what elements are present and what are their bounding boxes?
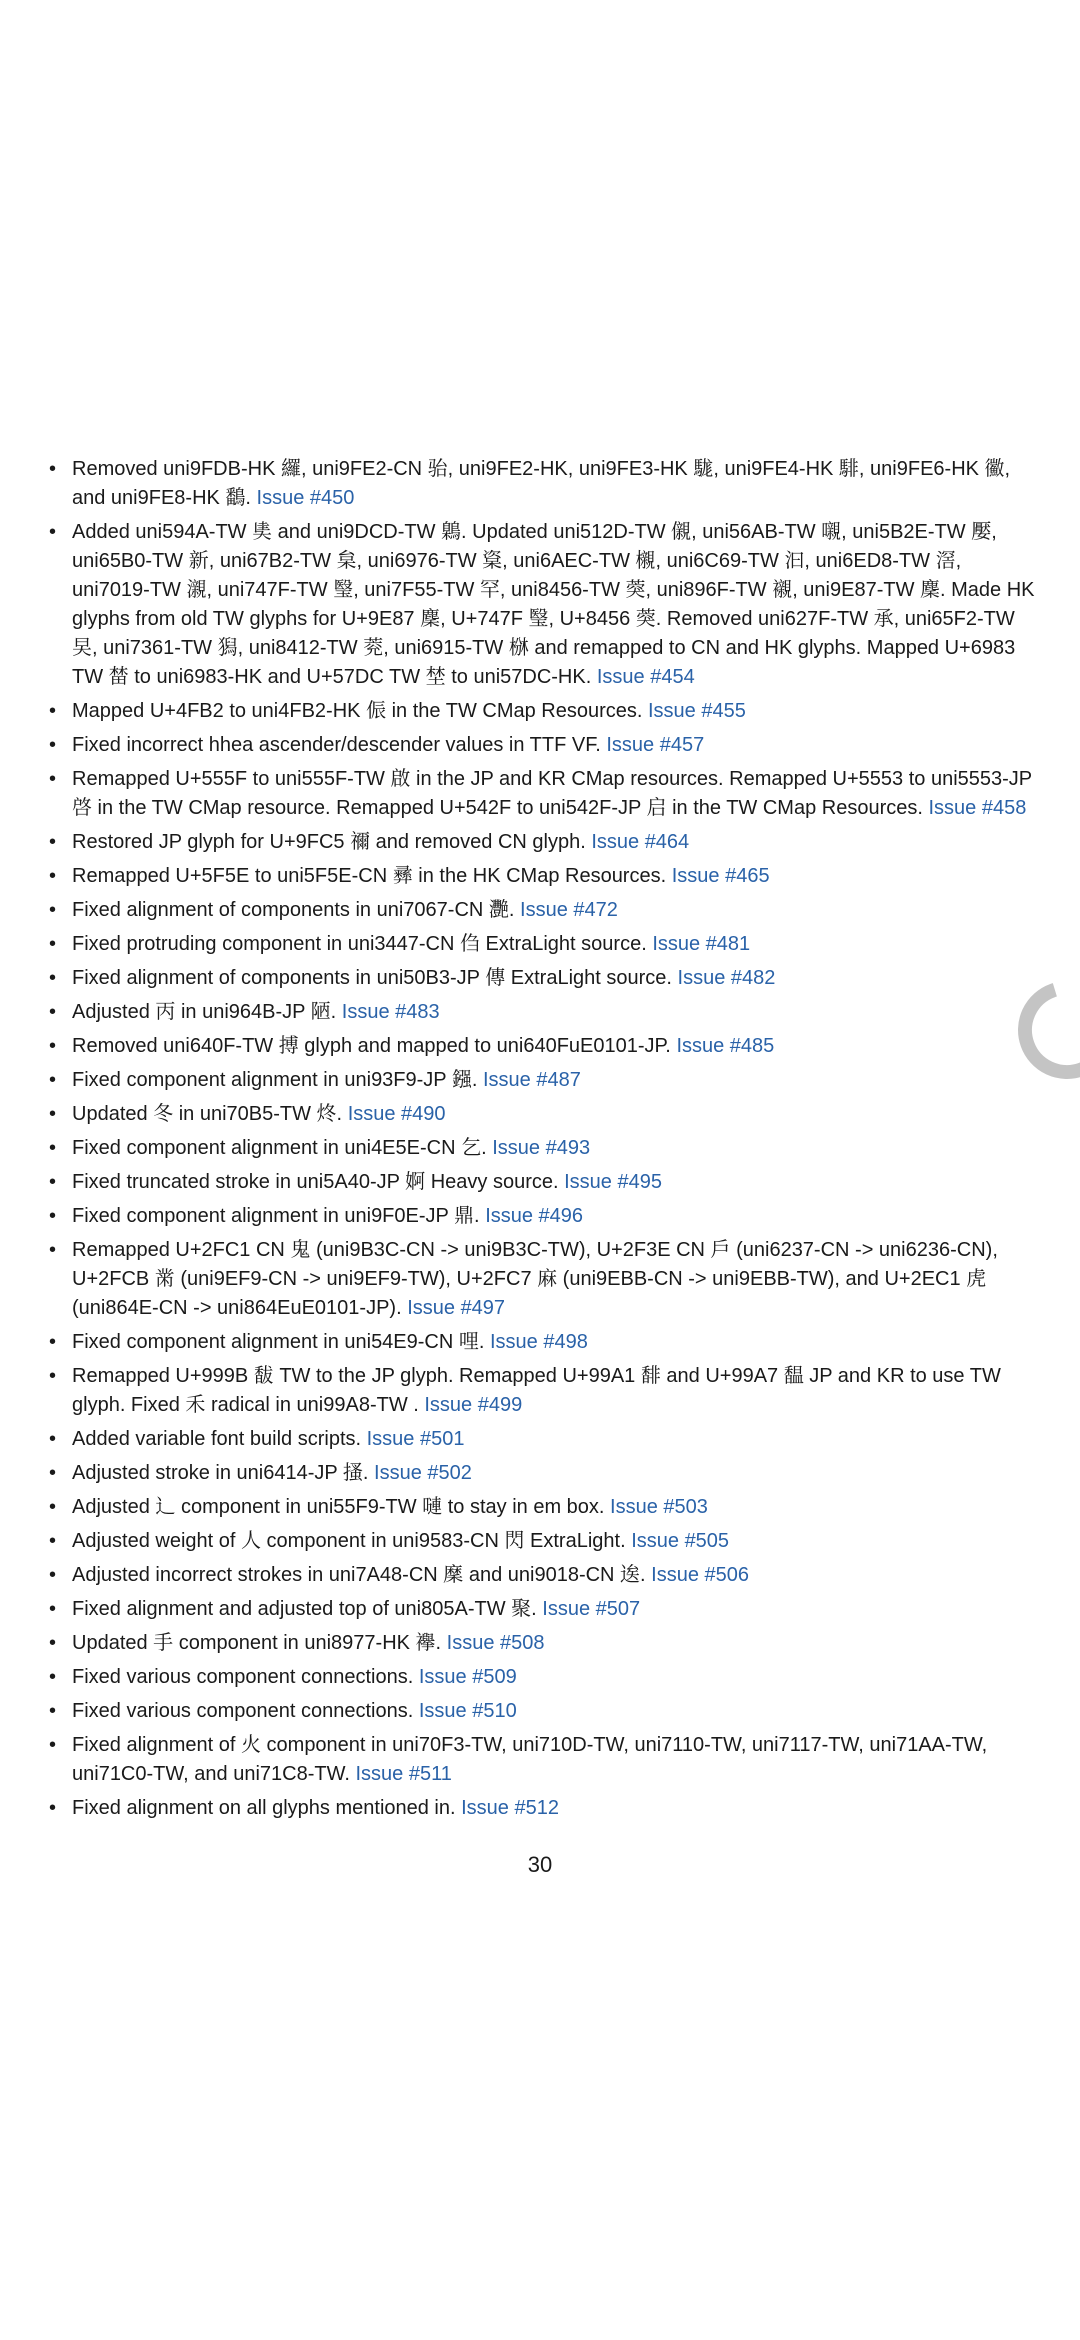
issue-link[interactable]: Issue #498 (490, 1331, 588, 1353)
issue-link[interactable]: Issue #458 (928, 797, 1027, 819)
list-item (44, 1236, 1044, 1323)
bullet-icon: • (49, 831, 57, 853)
issue-link[interactable]: Issue #497 (407, 1297, 506, 1319)
issue-link[interactable]: Issue #450 (256, 487, 355, 509)
loading-spinner-icon (1012, 975, 1080, 1085)
issue-link[interactable]: Issue #509 (418, 1666, 517, 1688)
list-item (44, 455, 1044, 513)
bullet-icon: • (49, 1530, 57, 1552)
issue-link[interactable]: Issue #508 (446, 1632, 545, 1654)
list-item (44, 518, 1044, 692)
bullet-icon: • (49, 1632, 57, 1654)
item-text: Fixed various component connections. (72, 1666, 414, 1688)
issue-link[interactable]: Issue #465 (671, 865, 770, 887)
bullet-icon: • (49, 1205, 57, 1227)
item-text: Adjusted stroke in uni6414-JP 搔. (72, 1462, 369, 1484)
list-item (44, 1100, 1044, 1129)
item-text: Adjusted weight of 人 component in uni9583-CN 閃 ExtraLight. (72, 1530, 626, 1552)
list-item (44, 828, 1044, 857)
bullet-icon: • (49, 1734, 57, 1756)
bullet-icon: • (49, 865, 57, 887)
item-text: Adjusted 辶 component in uni55F9-TW 嗹 to stay in em box. (72, 1496, 605, 1518)
issue-link[interactable]: Issue #495 (564, 1171, 662, 1193)
list-item (44, 1527, 1044, 1556)
issue-link[interactable]: Issue #512 (461, 1797, 559, 1819)
item-text: Fixed alignment and adjusted top of uni805A-TW 聚. (72, 1598, 537, 1620)
list-item (44, 998, 1044, 1027)
bullet-icon: • (49, 1035, 57, 1057)
bullet-icon: • (49, 899, 57, 921)
issue-link[interactable]: Issue #457 (606, 734, 705, 756)
bullet-icon: • (49, 1069, 57, 1091)
item-text: Fixed protruding component in uni3447-CN 㑇 ExtraLight source. (72, 933, 647, 955)
list-item (44, 862, 1044, 891)
bullet-icon: • (49, 967, 57, 989)
list-item (44, 1328, 1044, 1357)
item-text: Updated 冬 in uni70B5-TW 炵. (72, 1103, 343, 1125)
list-item (44, 1663, 1044, 1692)
issue-link[interactable]: Issue #481 (652, 933, 751, 955)
item-text: Adjusted incorrect strokes in uni7A48-CN 穈 and uni9018-CN 逘. (72, 1564, 646, 1586)
item-text: Fixed alignment of components in uni7067-CN 灧. (72, 899, 515, 921)
issue-link[interactable]: Issue #510 (418, 1700, 517, 1722)
item-text: Added uni594A-TW 奊 and uni9DCD-TW 鷍. Updated uni512D-TW 儭, uni56AB-TW 嚫, uni5B2E-TW 嬮, uni65B0-TW 新, uni67B2-TW 枲, uni6976-TW 楶, uni6AEC-TW 櫬, uni6C69-TW 汩, uni6ED8-TW 滘, uni7019-TW 瀙, uni747F-TW 瑿, uni7F55-TW 罕, uni8456-TW 葖, uni896F-TW 襯, uni9E87-TW 麇. Made HK glyphs from old TW glyphs for U+9E87 麇, U+747F 瑿, U+8456 葖. Removed uni627F-TW 承, uni65F2-TW 旲, uni7361-TW 獡, uni8412-TW 萒, uni6915-TW 椕 and remapped to CN and HK glyphs. Mapped U+6983 TW 榃 to uni6983-HK and U+57DC TW 埜 to uni57DC-HK. (72, 521, 1035, 688)
bullet-icon: • (49, 1598, 57, 1620)
list-item (44, 964, 1044, 993)
issue-link[interactable]: Issue #505 (631, 1530, 730, 1552)
issue-link[interactable]: Issue #482 (677, 967, 776, 989)
changelog-list (44, 455, 1044, 1828)
bullet-icon: • (49, 1331, 57, 1353)
item-text: Fixed component alignment in uni54E9-CN 哩. (72, 1331, 485, 1353)
list-item (44, 1362, 1044, 1420)
bullet-icon: • (49, 1797, 57, 1819)
bullet-icon: • (49, 933, 57, 955)
bullet-icon: • (49, 1428, 57, 1450)
issue-link[interactable]: Issue #455 (648, 700, 746, 722)
bullet-icon: • (49, 734, 57, 756)
item-text: Fixed truncated stroke in uni5A40-JP 婀 Heavy source. (72, 1171, 559, 1193)
bullet-icon: • (49, 1171, 57, 1193)
issue-link[interactable]: Issue #490 (347, 1103, 446, 1125)
item-text: Mapped U+4FB2 to uni4FB2-HK 侲 in the TW CMap Resources. (72, 700, 643, 722)
bullet-icon: • (49, 700, 57, 722)
issue-link[interactable]: Issue #485 (676, 1035, 775, 1057)
bullet-icon: • (49, 1001, 57, 1023)
list-item (44, 731, 1044, 760)
bullet-icon: • (49, 1365, 57, 1387)
list-item (44, 930, 1044, 959)
item-text: Fixed alignment on all glyphs mentioned in. (72, 1797, 456, 1819)
issue-link[interactable]: Issue #506 (651, 1564, 750, 1586)
bullet-icon: • (49, 1700, 57, 1722)
issue-link[interactable]: Issue #503 (610, 1496, 708, 1518)
issue-link[interactable]: Issue #507 (542, 1598, 641, 1620)
list-item (44, 1493, 1044, 1522)
bullet-icon: • (49, 1496, 57, 1518)
item-text: Remapped U+555F to uni555F-TW 啟 in the JP and KR CMap resources. Remapped U+5553 to uni5553-JP 啓 in the TW CMap resource. Remapped U+542F to uni542F-JP 启 in the TW CMap Resources. (72, 768, 1032, 819)
issue-link[interactable]: Issue #502 (374, 1462, 472, 1484)
issue-link[interactable]: Issue #472 (520, 899, 618, 921)
bullet-icon: • (49, 521, 57, 543)
list-item (44, 1168, 1044, 1197)
item-text: Updated 手 component in uni8977-HK 襷. (72, 1632, 442, 1654)
bullet-icon: • (49, 1666, 57, 1688)
list-item (44, 697, 1044, 726)
bullet-icon: • (49, 1103, 57, 1125)
list-item (44, 1595, 1044, 1624)
item-text: Remapped U+5F5E to uni5F5E-CN 彞 in the HK CMap Resources. (72, 865, 667, 887)
list-item (44, 1459, 1044, 1488)
list-item (44, 896, 1044, 925)
list-item (44, 765, 1044, 823)
issue-link[interactable]: Issue #511 (355, 1763, 452, 1785)
issue-link[interactable]: Issue #464 (591, 831, 690, 853)
item-text: Restored JP glyph for U+9FC5 禰 and removed CN glyph. (72, 831, 586, 853)
list-item (44, 1134, 1044, 1163)
bullet-icon: • (49, 1564, 57, 1586)
issue-link[interactable]: Issue #487 (482, 1069, 581, 1091)
issue-link[interactable]: Issue #483 (341, 1001, 440, 1023)
list-item (44, 1066, 1044, 1095)
item-text: Fixed incorrect hhea ascender/descender values in TTF VF. (72, 734, 601, 756)
item-text: Remapped U+999B 馛 TW to the JP glyph. Remapped U+99A1 馡 and U+99A7 馧 JP and KR to use TW glyph. Fixed 禾 radical in uni99A8-TW . (72, 1365, 1001, 1416)
list-item (44, 1697, 1044, 1726)
item-text: Fixed component alignment in uni9F0E-JP 鼎. (72, 1205, 480, 1227)
item-text: Remapped U+2FC1 CN 鬼 (uni9B3C-CN -> uni9B3C-TW), U+2F3E CN 戶 (uni6237-CN -> uni6236-CN), U+2FCB 黹 (uni9EF9-CN -> uni9EF9-TW), U+2FC7 麻 (uni9EBB-CN -> uni9EBB-TW), and U+2EC1 虎 (uni864E-CN -> uni864EuE0101-JP). (72, 1239, 998, 1319)
list-item (44, 1202, 1044, 1231)
issue-link[interactable]: Issue #501 (366, 1428, 465, 1450)
list-item (44, 1561, 1044, 1590)
item-text: Fixed component alignment in uni4E5E-CN 乞. (72, 1137, 487, 1159)
list-item (44, 1425, 1044, 1454)
item-text: Fixed alignment of 火 component in uni70F3-TW, uni710D-TW, uni7110-TW, uni7117-TW, uni71AA-TW, uni71C0-TW, and uni71C8-TW. (72, 1734, 988, 1785)
page-number: 30 (527, 1852, 553, 1877)
bullet-icon: • (49, 1137, 57, 1159)
bullet-icon: • (49, 768, 57, 790)
bullet-icon: • (49, 458, 57, 480)
item-text: Adjusted 丙 in uni964B-JP 陋. (72, 1001, 337, 1023)
issue-link[interactable]: Issue #454 (596, 666, 695, 688)
item-text: Fixed component alignment in uni93F9-JP 鏹. (72, 1069, 478, 1091)
list-item (44, 1794, 1044, 1823)
list-item (44, 1731, 1044, 1789)
item-text: Fixed alignment of components in uni50B3-JP 傳 ExtraLight source. (72, 967, 672, 989)
item-text: Added variable font build scripts. (72, 1428, 362, 1450)
item-text: Removed uni9FDB-HK 纙, uni9FE2-CN 骀, uni9FE2-HK, uni9FE3-HK 駹, uni9FE4-HK 騑, uni9FE6-HK 鰴, and uni9FE8-HK 鷭. (72, 458, 1011, 509)
list-item (44, 1629, 1044, 1658)
bullet-icon: • (49, 1239, 57, 1261)
issue-link[interactable]: Issue #496 (485, 1205, 584, 1227)
issue-link[interactable]: Issue #493 (492, 1137, 591, 1159)
issue-link[interactable]: Issue #499 (424, 1394, 523, 1416)
item-text: Removed uni640F-TW 搏 glyph and mapped to uni640FuE0101-JP. (72, 1035, 671, 1057)
item-text: Fixed various component connections. (72, 1700, 414, 1722)
list-item (44, 1032, 1044, 1061)
bullet-icon: • (49, 1462, 57, 1484)
